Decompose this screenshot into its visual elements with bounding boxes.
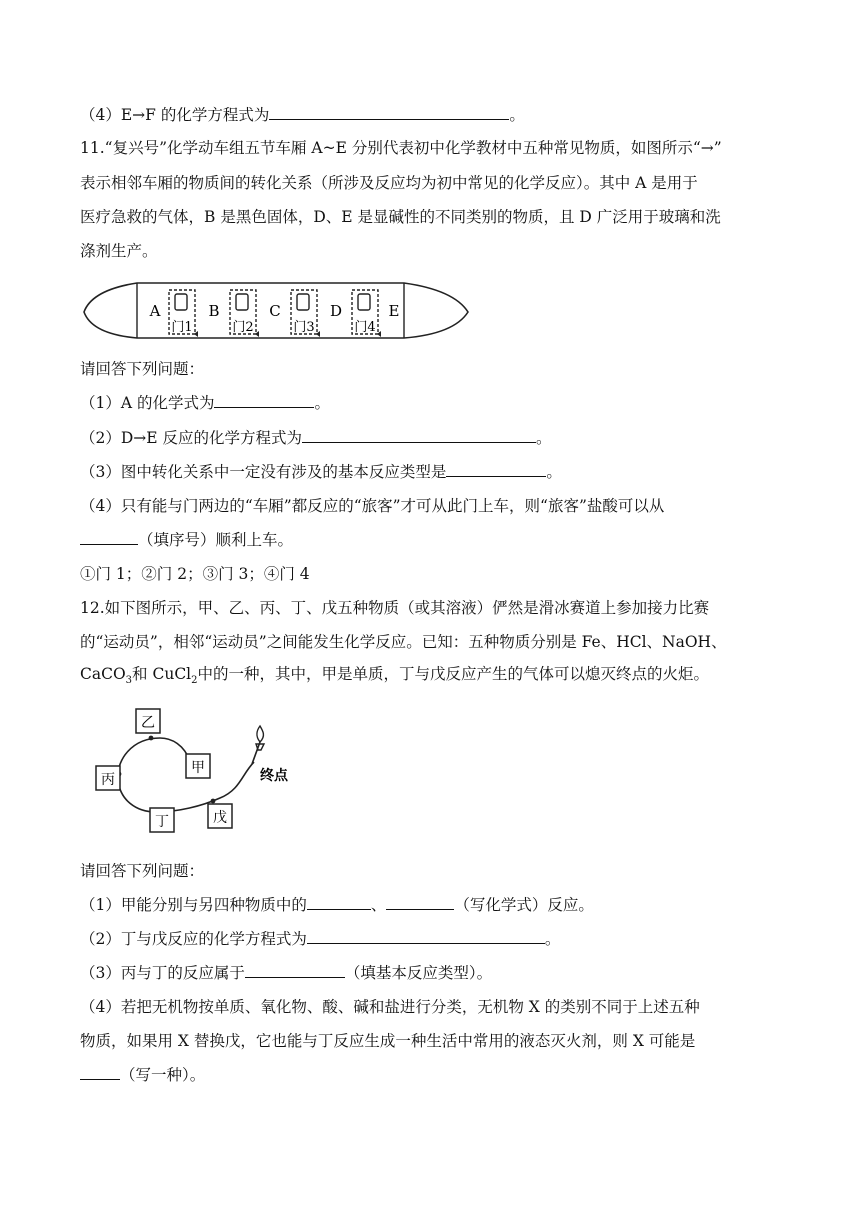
- q11-part1-end: 。: [314, 394, 330, 412]
- door-2: [230, 290, 259, 337]
- q11-part2-text: （2）D→E 反应的化学方程式为: [80, 429, 303, 447]
- label-jia: 甲: [191, 760, 205, 776]
- q12-part4-line2: 物质，如果用 X 替换戊，它也能与丁反应生成一种生活中常用的液态灭火剂，则 X 可能是: [80, 1032, 696, 1050]
- label-ding: 丁: [155, 814, 169, 830]
- label-wu: 戊: [213, 810, 227, 826]
- q11-part2: [80, 427, 780, 449]
- car-a-label: A: [149, 302, 161, 320]
- relay-track-diagram: [92, 700, 312, 842]
- q12-part3-end: （填基本反应类型）。: [344, 964, 493, 982]
- q11-part4-line1: （4）只有能与门两边的“车厢”都反应的“旅客”才可从此门上车，则“旅客”盐酸可以从: [80, 497, 665, 515]
- car-e-label: E: [388, 302, 400, 320]
- q12-stem-line2: 的“运动员”，相邻“运动员”之间能发生化学反应。已知：五种物质分别是 Fe、HCl、NaOH、: [80, 633, 727, 651]
- q12-stem-line1: 12.如下图所示，甲、乙、丙、丁、戊五种物质（或其溶液）俨然是滑冰赛道上参加接力比赛: [80, 599, 710, 617]
- q11-stem-line3: 医疗急救的气体，B 是黑色固体，D、E 是显碱性的不同类别的物质，且 D 广泛用于玻璃和洗: [80, 208, 721, 226]
- label-bing: 丙: [101, 772, 115, 788]
- answer-blank[interactable]: [214, 392, 314, 408]
- q11-part1: [80, 392, 780, 414]
- q12-part1-end: （写化学式）反应。: [454, 896, 594, 914]
- door-4-label: 门4: [354, 320, 376, 335]
- door-1: [169, 290, 198, 337]
- answer-blank[interactable]: [446, 461, 546, 477]
- q11-part3-text: （3）图中转化关系中一定没有涉及的基本反应类型是: [80, 463, 447, 481]
- q12-part2: [80, 928, 780, 950]
- car-c-label: C: [269, 302, 281, 320]
- q12-part3: [80, 962, 780, 984]
- q10-part4: [80, 104, 780, 126]
- q12-sub-2: 2: [191, 675, 198, 687]
- q12-formula-caco3: CaCO: [80, 665, 126, 683]
- box-bing: [96, 766, 120, 790]
- q12-part2-text: （2）丁与戊反应的化学方程式为: [80, 930, 307, 948]
- answer-blank[interactable]: [386, 894, 454, 910]
- door-3: [291, 290, 320, 337]
- answer-blank[interactable]: [307, 894, 371, 910]
- q12-prompt: 请回答下列问题：: [80, 862, 205, 880]
- answer-blank[interactable]: [80, 529, 138, 545]
- box-ding: [150, 808, 174, 832]
- q12-part4-line3-text: （写一种）。: [120, 1066, 206, 1084]
- q12-stem-line3-text: 中的一种，其中，甲是单质，丁与戊反应产生的气体可以熄灭终点的火炬。: [197, 665, 710, 683]
- q11-stem-line4: 涤剂生产。: [80, 242, 158, 260]
- box-jia: [186, 754, 210, 778]
- door-2-label: 门2: [232, 320, 254, 335]
- q12-stem-line3: [80, 663, 780, 692]
- q12-part3-text: （3）丙与丁的反应属于: [80, 964, 245, 982]
- label-finish: 终点: [260, 768, 288, 784]
- q12-part4-line1: （4）若把无机物按单质、氧化物、酸、碱和盐进行分类，无机物 X 的类别不同于上述五种: [80, 998, 700, 1016]
- q11-stem-line1: 11.“复兴号”化学动车组五节车厢 A~E 分别代表初中化学教材中五种常见物质，如图所示“→”: [80, 139, 722, 157]
- q11-stem-line2: 表示相邻车厢的物质间的转化关系（所涉及反应均为初中常见的化学反应）。其中 A 是用于: [80, 174, 698, 192]
- train-diagram: [82, 280, 472, 342]
- car-d-label: D: [329, 302, 343, 320]
- car-b-label: B: [208, 302, 220, 320]
- q11-part1-text: （1）A 的化学式为: [80, 394, 215, 412]
- answer-blank[interactable]: [80, 1064, 120, 1080]
- q12-part2-end: 。: [544, 930, 561, 948]
- q12-part4-line3: [80, 1064, 780, 1086]
- q11-part4-line2: [80, 529, 780, 551]
- q12-sub-3: 3: [125, 675, 133, 687]
- q10-part4-end: 。: [509, 106, 525, 124]
- q12-part1-text: （1）甲能分别与另四种物质中的: [80, 896, 307, 914]
- q11-part3-end: 。: [546, 463, 562, 481]
- door-1-label: 门1: [171, 320, 193, 335]
- answer-blank[interactable]: [245, 962, 345, 978]
- q11-prompt: 请回答下列问题：: [80, 360, 205, 378]
- q12-part1-sep: 、: [370, 896, 387, 914]
- q12-part1: [80, 894, 780, 916]
- label-yi: 乙: [141, 715, 155, 731]
- q11-part3: [80, 461, 780, 483]
- q10-part4-text: （4）E→F 的化学方程式为: [80, 106, 270, 124]
- door-4: [352, 290, 381, 337]
- box-wu: [208, 804, 232, 828]
- q12-formula-cucl2: 和 CuCl: [132, 665, 192, 683]
- box-yi: [136, 709, 160, 733]
- q11-options: ①门 1；②门 2；③门 3；④门 4: [80, 565, 310, 583]
- door-3-label: 门3: [293, 320, 315, 335]
- answer-blank[interactable]: [269, 104, 509, 120]
- answer-blank[interactable]: [302, 427, 536, 443]
- torch-icon: [252, 726, 264, 764]
- q11-part2-end: 。: [536, 429, 552, 447]
- answer-blank[interactable]: [307, 928, 545, 944]
- q11-part4-line2-text: （填序号）顺利上车。: [138, 531, 294, 549]
